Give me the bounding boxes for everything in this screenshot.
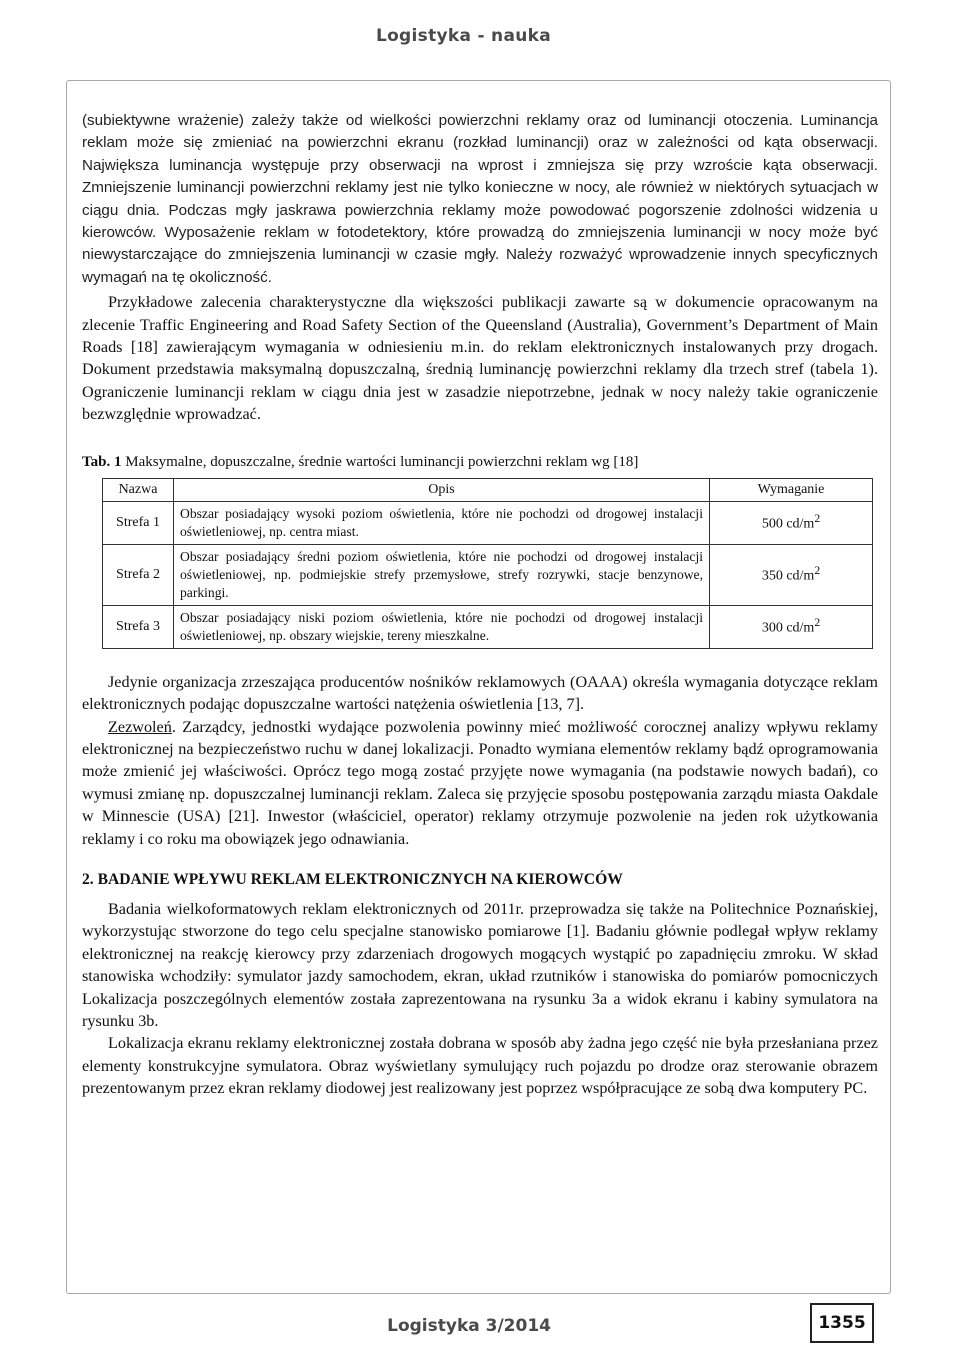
table-caption-label: Tab. 1 [82,453,122,470]
page-number: 1355 [810,1303,874,1343]
zone-description: Obszar posiadający wysoki poziom oświetlenia, które nie pochodzi od drogowej instalacji oświetleniowej, np. centra miast. [174,501,710,544]
zone-description: Obszar posiadający niski poziom oświetlenia, które nie pochodzi od drogowej instalacji oświetleniowej, np. obszary wiejskie, tereny mieszkalne. [174,605,710,648]
table-caption [82,452,878,472]
table-row [103,605,873,648]
running-footer: Logistyka 3/2014 [387,1316,551,1336]
permits-text: . Zarządcy, jednostki wydające pozwolenia powinny mieć możliwość corocznej analizy wpływu reklamy elektronicznej na bezpieczeństwo ruchu w danej lokalizacji. Ponadto wymiana elementów reklamy bądź oprogramowania może zmienić jej właściwości. Oprócz tego mogą zostać przyjęte nowe wymagania (na podstawie nowych badań), co wymusi zmianę np. dopuszczalnej luminancji reklam. Zaleca się przyjęcie sposobu postępowania zarządu miasta Oakdale w Minnescie (USA) [21]. Inwestor (właściciel, operator) reklamy otrzymuje pozwolenie na jeden rok użytkowania reklamy i co roku ma obowiązek jego odnawiania. [82,717,878,848]
requirement-value: 350 cd/m [761,569,815,585]
paragraph-intro: (subiektywne wrażenie) zależy także od wielkości powierzchni reklamy oraz od luminancji otoczenia. Luminancja reklam może się zmieniać na powierzchni ekranu (rozkład luminancji) oraz w zależności od kąta obserwacji. Największa luminancja występuje przy obserwacji na wprost i zmniejsza się przy wzroście kąta obserwacji. Zmniejszenie luminancji powierzchni reklamy jest nie tylko konieczne w nocy, ale również w niektórych sytuacjach w ciągu dnia. Podczas mgły jaskrawa powierzchnia reklamy może powodować pogorszenie zdolności widzenia u kierowców. Wyposażenie reklam w fotodetektory, które prowadzą do zmniejszenia luminancji w nocy może być niewystarczające do zmniejszenia luminancji w czasie mgły. Należy rozważyć wprowadzenie innych specyficznych wymagań na tę okoliczność. [82,112,878,286]
zone-requirement [710,544,873,605]
header-opis: Opis [174,478,710,501]
requirement-unit-exponent: 2 [814,512,821,526]
paragraph-oaaa: Jedynie organizacja zrzeszająca producentów nośników reklamowych (OAAA) określa wymagania dotyczące reklam elektronicznych podając dopuszczalne wartości natężenia oświetlenia [13, 7]. [82,672,878,714]
table-header-row [103,478,873,501]
zone-requirement [710,501,873,544]
running-header: Logistyka - nauka [375,26,551,46]
zone-name: Strefa 1 [103,501,174,544]
paragraph-screen-location: Lokalizacja ekranu reklamy elektronicznej została dobrana w sposób aby żadna jego część nie była przesłaniana przez elementy konstrukcyjne symulatora. Obraz wyświetlany symulujący ruch pojazdu po drodze oraz sterowanie obrazem prezentowanym przez ekran reklamy diodowej jest realizowany jest poprzez współpracujące ze sobą dwa komputery PC. [82,1034,878,1098]
paragraph-research: Badania wielkoformatowych reklam elektronicznych od 2011r. przeprowadza się także na Politechnice Poznańskiej, wykorzystując stworzone do tego celu specjalne stanowisko pomiarowe [1]. Badaniu głównie podlegał wpływ reklamy elektronicznej na reakcję kierowcy przy zdarzeniach drogowych mogących wystąpić po zapadnięciu zmroku. W skład stanowiska wchodziły: symulator jazdy samochodem, ekran, układ rzutników i stanowiska do pomiarów pomocniczych Lokalizacja poszczególnych elementów została zaprezentowana na rysunku 3a a widok ekranu i kabiny symulatora na rysunku 3b. [82,899,878,1030]
header-nazwa: Nazwa [103,478,174,501]
table-caption-text: Maksymalne, dopuszczalne, średnie wartości luminancji powierzchni reklam wg [18] [121,453,639,470]
table-row [103,544,873,605]
zone-name: Strefa 3 [103,605,174,648]
article-body [82,110,878,1100]
zone-name: Strefa 2 [103,544,174,605]
requirement-unit-exponent: 2 [814,616,821,630]
paragraph-permits [82,716,878,850]
requirement-value: 300 cd/m [761,621,815,637]
requirement-unit-exponent: 2 [814,564,821,578]
table-row [103,501,873,544]
requirement-value: 500 cd/m [761,517,815,533]
permits-term: Zezwoleń [108,717,172,736]
header-wymaganie: Wymaganie [710,478,873,501]
zone-requirement [710,605,873,648]
zone-description: Obszar posiadający średni poziom oświetlenia, które nie pochodzi od drogowej instalacji oświetleniowej, np. podmiejskie strefy przemysłowe, strefy rozrywki, stacje benzynowe, parkingi. [174,544,710,605]
section-heading: 2. BADANIE WPŁYWU REKLAM ELEKTRONICZNYCH NA KIEROWCÓW [82,870,623,888]
luminance-table [102,478,873,649]
paragraph-recommendations: Przykładowe zalecenia charakterystyczne dla większości publikacji zawarte są w dokumencie opracowanym na zlecenie Traffic Engineering and Road Safety Section of the Queensland (Australia), Government’s Department of Main Roads [18] zawierającym wymagania w odniesieniu m.in. do reklam elektronicznych instalowanych przy drogach. Dokument przedstawia maksymalną dopuszczalną, średnią luminancję powierzchni reklamy dla trzech stref (tabela 1). Ograniczenie luminancji reklam w ciągu dnia jest w zasadzie niepotrzebne, jednak w nocy należy takie ograniczenie bezwzględnie wprowadzać. [82,293,878,424]
